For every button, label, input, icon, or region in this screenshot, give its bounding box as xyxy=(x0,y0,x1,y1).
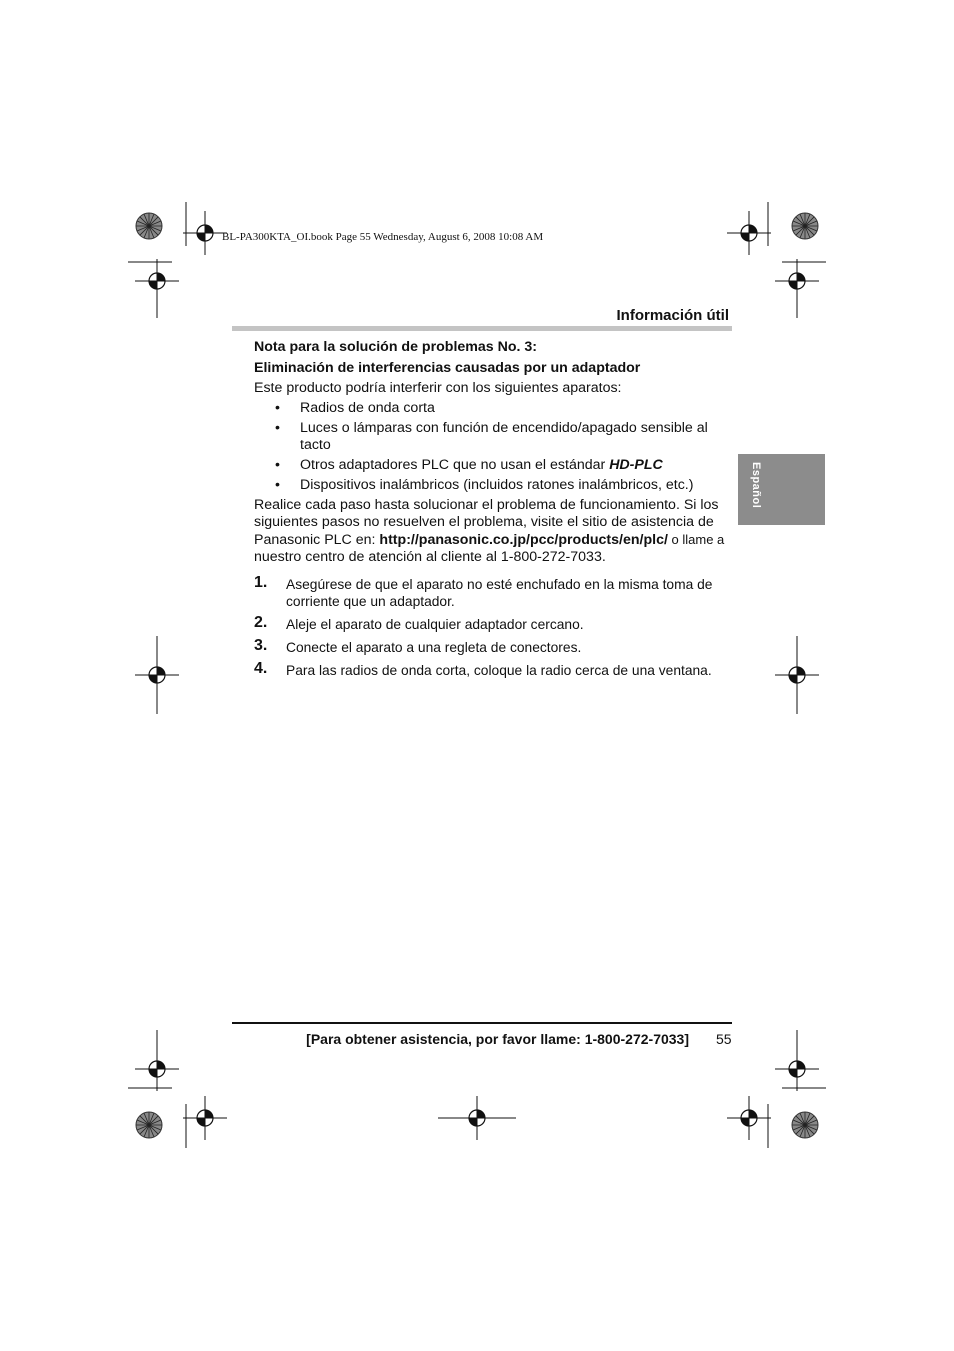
language-tab xyxy=(738,454,825,525)
step-number: 2. xyxy=(254,614,268,631)
title-divider xyxy=(232,326,732,331)
step-number: 3. xyxy=(254,637,268,654)
step-number: 1. xyxy=(254,574,268,591)
note-subtitle: Eliminación de interferencias causadas por un adaptador xyxy=(254,360,641,376)
step-number: 4. xyxy=(254,660,268,677)
bullet-icon: • xyxy=(275,457,280,473)
list-item: • Otros adaptadores PLC que no usan el estándar HD-PLC xyxy=(275,457,663,473)
step-text: Conecte el aparato a una regleta de conectores. xyxy=(286,640,582,655)
list-item: • Luces o lámparas con función de encendido/apagado sensible al tacto xyxy=(275,420,708,453)
footer-support-line: [Para obtener asistencia, por favor llame: 1-800-272-7033] xyxy=(306,1031,689,1047)
section-title: Información útil xyxy=(616,307,729,324)
support-paragraph: Realice cada paso hasta solucionar el problema de funcionamiento. Si los siguientes pasos no resuelven el problema, visite el sitio de asistencia de Panasonic PLC en: http://panasonic.co.jp/pcc/products/en/plc/ o llame a nuestro centro de atención al cliente al 1-800-272-7033. xyxy=(254,497,725,565)
bullet-icon: • xyxy=(275,400,280,416)
intro-text: Este producto podría interferir con los siguientes aparatos: xyxy=(254,380,622,396)
bullet-icon: • xyxy=(275,477,280,493)
list-item: • Dispositivos inalámbricos (incluidos ratones inalámbricos, etc.) xyxy=(275,477,694,493)
page-number: 55 xyxy=(716,1031,732,1047)
device-list xyxy=(254,400,732,494)
step-item xyxy=(254,616,732,633)
note-title: Nota para la solución de problemas No. 3: xyxy=(254,339,538,355)
language-tab-label: Español xyxy=(750,462,762,509)
step-text: Aleje el aparato de cualquier adaptador cercano. xyxy=(286,617,584,632)
step-text: Para las radios de onda corta, coloque la radio cerca de una ventana. xyxy=(286,663,712,678)
footer-divider xyxy=(232,1022,732,1024)
support-url-link[interactable]: http://panasonic.co.jp/pcc/products/en/plc/ xyxy=(379,532,668,548)
main-content xyxy=(254,339,732,685)
hd-plc-logo-text: HD-PLC xyxy=(609,457,663,473)
step-item xyxy=(254,639,732,656)
step-item xyxy=(254,576,732,610)
bullet-icon: • xyxy=(275,420,280,436)
file-header: BL-PA300KTA_OI.book Page 55 Wednesday, August 6, 2008 10:08 AM xyxy=(222,231,544,243)
steps-list xyxy=(254,576,732,679)
step-item xyxy=(254,662,732,679)
list-item: • Radios de onda corta xyxy=(275,400,435,416)
step-text: Asegúrese de que el aparato no esté enchufado en la misma toma de corriente que un adaptador. xyxy=(286,577,713,609)
